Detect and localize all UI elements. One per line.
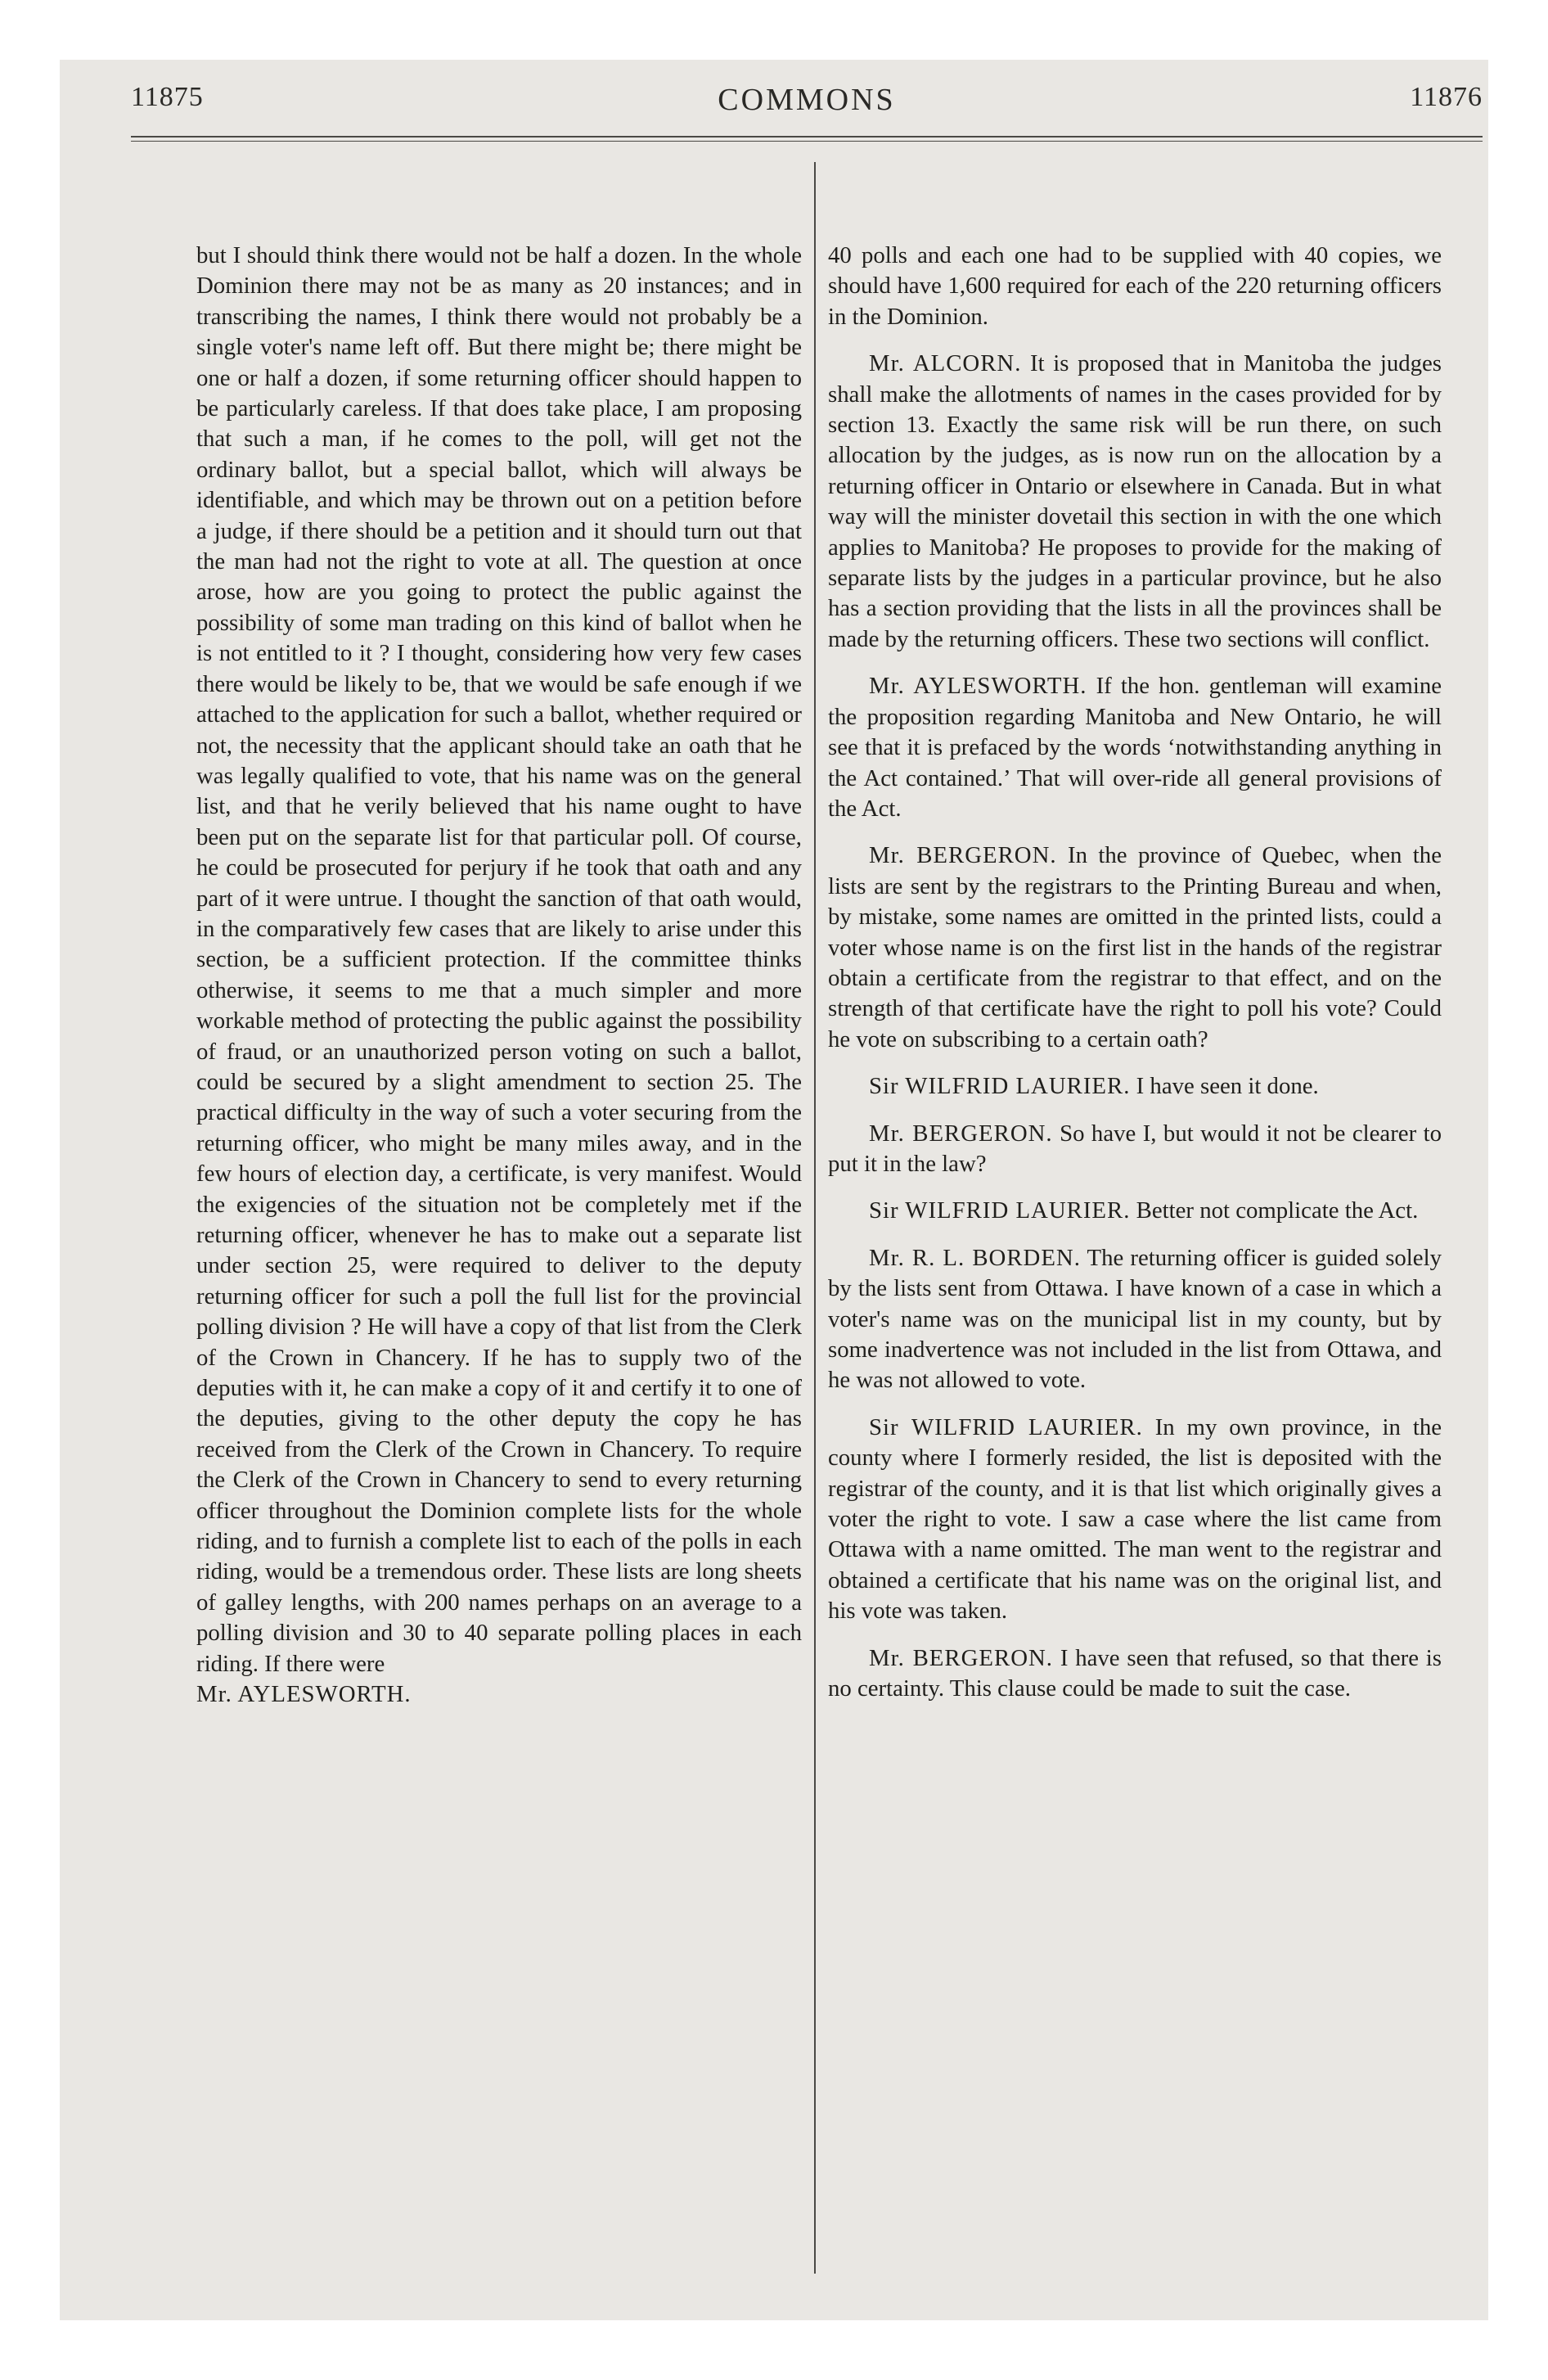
right-column [828, 241, 1442, 1720]
speaker-name: Mr. BERGERON. [869, 1120, 1053, 1147]
header-rule-thin [131, 141, 1483, 142]
speech [828, 841, 1442, 1055]
speaker-name: Mr. R. L. BORDEN. [869, 1244, 1081, 1271]
speech [828, 1643, 1442, 1705]
speaker-name: Mr. AYLESWORTH. [869, 673, 1087, 700]
speech-text: If the hon. gentleman will examine the proposition regarding Manitoba and New Ontario, he will see that it is prefaced by the words ‘notwithstanding anything in the Act contained.’ That will over-ride all general provisions of the Act. [828, 673, 1442, 822]
page-title: COMMONS [718, 83, 896, 117]
right-column-continuation: 40 polls and each one had to be supplied with 40 copies, we should have 1,600 required for each of the 220 returning officers in the Dominion. [828, 242, 1442, 330]
right-page-number: 11876 [1410, 82, 1483, 112]
speech [828, 1243, 1442, 1396]
speech [828, 671, 1442, 824]
speech-text: I have seen that refused, so that there is no certainty. This clause could be made to suit the case. [828, 1644, 1442, 1702]
speech [828, 349, 1442, 655]
column-divider [814, 162, 816, 2274]
speech-text: It is proposed that in Manitoba the judges shall make the allotments of names in the cases provided for by section 13. Exactly the same risk will be run there, on such allocation by the judges, as is now run on the allocation by a returning officer in Ontario or elsewhere in Canada. But in what way will the minister dovetail this section in with the one which applies to Manitoba? He proposes to provide for the making of separate lists by the judges in a particular province, but he also has a section providing that the lists in all the provinces shall be made by the returning officers. These two sections will conflict. [828, 350, 1442, 652]
speaker-name: Mr. ALCORN. [869, 350, 1022, 377]
header-rule [131, 136, 1483, 137]
left-column-paragraph: but I should think there would not be half a dozen. In the whole Dominion there may not be as many as 20 instances; and in transcribing the names, I think there would not probably be a single voter's name left off. But there might be; there might be one or half a dozen, if some returning officer should happen to be particularly careless. If that does take place, I am proposing that such a man, if he comes to the poll, will get not the ordinary ballot, but a special ballot, which will always be identifiable, and which may be thrown out on a petition before a judge, if there should be a petition and it should turn out that the man had not the right to vote at all. The question at once arose, how are you going to protect the public against the possibility of some man trading on this kind of ballot when he is not entitled to it ? I thought, considering how very few cases there would be likely to be, that we would be safe enough if we attached to the application for such a ballot, whether required or not, the necessity that the applicant should take an oath that he was legally qualified to vote, that his name was on the general list, and that he verily believed that his name ought to have been put on the separate list for that particular poll. Of course, he could be prosecuted for perjury if he took that oath and any part of it were untrue. I thought the sanction of that oath would, in the comparatively few cases that are likely to arise under this section, be a sufficient protection. If the committee thinks otherwise, it seems to me that a much simpler and more workable method of protecting the public against the possibility of fraud, or an unauthorized person voting on such a ballot, could be secured by a slight amendment to section 25. The practical difficulty in the way of such a voter securing from the returning officer, who might be many miles away, and in the few hours of election day, a certificate, is very manifest. Would the exigencies of the situation not be completely met if the returning officer, whenever he has to make out a separate list under section 25, were required to deliver to the deputy returning officer for such a poll the full list for the provincial polling division ? He will have a copy of that list from the Clerk of the Crown in Chancery. If he has to supply two of the deputies with it, he can make a copy of it and certify it to one of the deputies, giving to the other deputy the copy he has received from the Clerk of the Crown in Chancery. To require the Clerk of the Crown in Chancery to send to every returning officer throughout the Dominion complete lists for the whole riding, and to furnish a complete list to each of the polls in each riding, would be a tremendous order. These lists are long sheets of galley lengths, with 200 names perhaps on an average to a polling division and 30 to 40 separate polling places in each riding. If there were [196, 242, 802, 1677]
speaker-name: Mr. BERGERON. [869, 842, 1057, 869]
speech-text: The returning officer is guided solely by the lists sent from Ottawa. I have known of a case in which a voter's name was on the municipal list in my county, but by some inadvertence was not included in the list from Ottawa, and he was not allowed to vote. [828, 1244, 1442, 1394]
speech [828, 1196, 1442, 1226]
page-header [131, 82, 1483, 131]
speaker-name: Mr. BERGERON. [869, 1644, 1053, 1671]
left-column-speaker: Mr. AYLESWORTH. [196, 1681, 412, 1708]
left-page-number: 11875 [131, 82, 204, 112]
speech [828, 1119, 1442, 1180]
speaker-name: Sir WILFRID LAURIER. [869, 1413, 1143, 1440]
speech-text: I have seen it done. [1136, 1073, 1319, 1100]
speech-text: In the province of Quebec, when the lists are sent by the registrars to the Printing Bureau and when, by mistake, some names are omitted in the printed lists, could a voter whose name is on the first list in the hands of the registrar obtain a certificate from the registrar to that effect, and on the strength of that certificate have the right to poll his vote? Could he vote on subscribing to a certain oath? [828, 842, 1442, 1053]
speech [828, 1413, 1442, 1627]
speech-text: In my own province, in the county where I formerly resided, the list is deposited with the registrar of the county, and it is that list which originally gives a voter the right to vote. I saw a case where the list came from Ottawa with a name omitted. The man went to the registrar and obtained a certificate that his name was on the original list, and his vote was taken. [828, 1413, 1442, 1625]
speech-text: Better not complicate the Act. [1136, 1197, 1419, 1224]
speaker-name: Sir WILFRID LAURIER. [869, 1197, 1131, 1224]
speech-text: So have I, but would it not be clearer to put it in the law? [828, 1120, 1442, 1177]
left-column [196, 241, 802, 1711]
speaker-name: Sir WILFRID LAURIER. [869, 1073, 1131, 1100]
speech [828, 1071, 1442, 1102]
